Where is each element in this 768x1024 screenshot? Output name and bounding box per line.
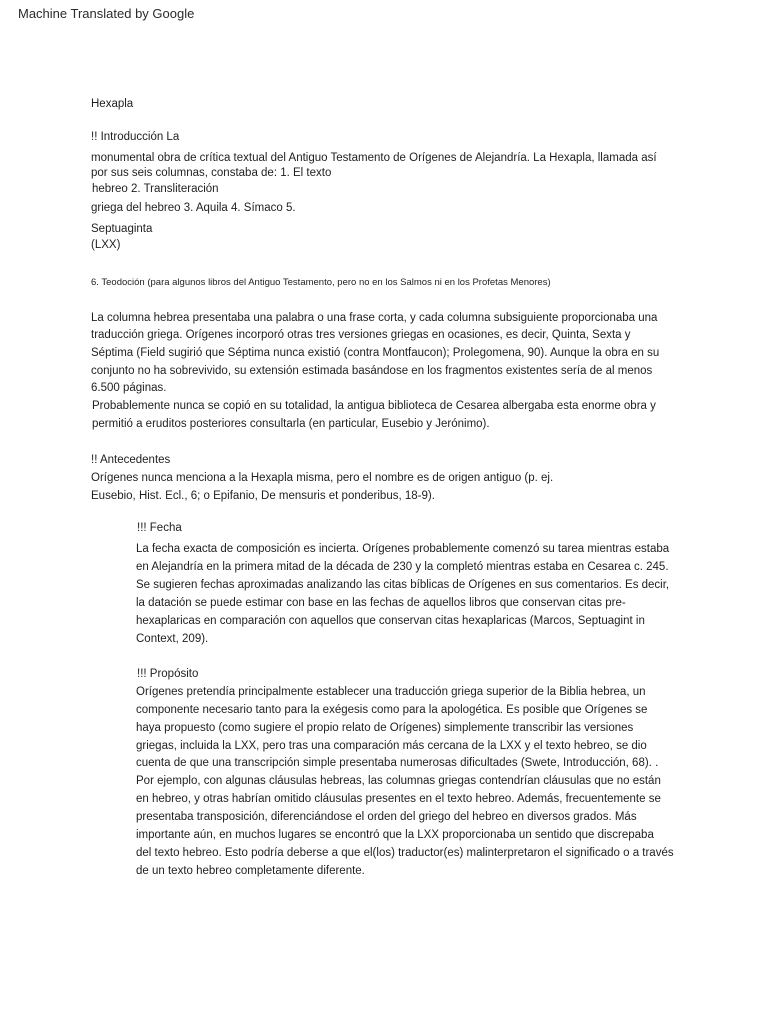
proposito-line: del texto hebreo. Esto podría deberse a que el(los) traductor(es) malinterpretaron el significado o a través	[136, 847, 674, 859]
fecha-line: hexaplaricas en comparación con aquellos que conservan citas hexaplaricas (Marcos, Septuagint in	[136, 615, 645, 627]
proposito-line: en hebreo, y otras habrían omitido cláusulas presentes en el texto hebreo. Además, frecuentemente se	[136, 793, 661, 805]
intro-line: por sus seis columnas, constaba de: 1. El texto	[91, 167, 332, 179]
machine-translation-label: Machine Translated by Google	[18, 6, 195, 21]
proposito-line: de un texto hebreo completamente diferente.	[136, 865, 365, 877]
list-item-six: 6. Teodoción (para algunos libros del Antiguo Testamento, pero no en los Salmos ni en los Profetas Menores)	[91, 277, 551, 288]
fecha-line: Context, 209).	[136, 633, 209, 645]
antecedentes-line: Orígenes nunca menciona a la Hexapla misma, pero el nombre es de origen antiguo (p. ej.	[91, 472, 554, 484]
fecha-line: La fecha exacta de composición es incierta. Orígenes probablemente comenzó su tarea mientras estaba	[136, 543, 670, 555]
proposito-line: presentaba transposición, diferenciándose el orden del griego del hebreo en diversos grados. Más	[136, 811, 637, 823]
intro-line: hebreo 2. Transliteración	[92, 183, 219, 195]
intro-line: monumental obra de crítica textual del Antiguo Testamento de Orígenes de Alejandría. La Hexapla, llamada así	[91, 152, 657, 164]
proposito-line: griegas, incluida la LXX, pero tras una comparación más cercana de la LXX y el texto hebreo, se dio	[136, 740, 647, 752]
document-title: Hexapla	[91, 98, 134, 110]
proposito-line: haya propuesto (como sugiere el propio relato de Orígenes) simplemente transcribir las versiones	[136, 722, 634, 734]
paragraph-line: La columna hebrea presentaba una palabra o una frase corta, y cada columna subsiguiente proporcionaba una	[91, 312, 658, 324]
paragraph-line: Séptima (Field sugirió que Séptima nunca existió (contra Montfaucon); Prolegomena, 90). Aunque la obra en su	[91, 347, 660, 359]
paragraph-line: traducción griega. Orígenes incorporó otras tres versiones griegas en ocasiones, es decir, Quinta, Sexta y	[91, 329, 631, 341]
paragraph-line: 6.500 páginas.	[91, 382, 167, 394]
proposito-line: importante aún, en muchos lugares se encontró que la LXX proporcionaba un sentido que discrepaba	[136, 829, 654, 841]
antecedentes-heading: !! Antecedentes	[91, 454, 171, 466]
proposito-line: Orígenes pretendía principalmente establecer una traducción griega superior de la Biblia hebrea, un	[136, 686, 646, 698]
intro-line: griega del hebreo 3. Aquila 4. Símaco 5.	[91, 202, 296, 214]
proposito-line: componente necesario tanto para la exégesis como para la apologética. Es posible que Orígenes se	[136, 704, 648, 716]
paragraph-line: permitió a eruditos posteriores consultarla (en particular, Eusebio y Jerónimo).	[92, 418, 490, 430]
proposito-heading: !!! Propósito	[137, 668, 199, 680]
intro-line: (LXX)	[91, 239, 121, 251]
paragraph-line: Probablemente nunca se copió en su totalidad, la antigua biblioteca de Cesarea albergaba esta enorme obra y	[92, 400, 656, 412]
fecha-heading: !!! Fecha	[137, 522, 182, 534]
antecedentes-line: Eusebio, Hist. Ecl., 6; o Epifanio, De mensuris et ponderibus, 18-9).	[91, 490, 435, 502]
fecha-line: la datación se puede estimar con base en las fechas de aquellos libros que conservan citas pre-	[136, 597, 626, 609]
fecha-line: Se sugieren fechas aproximadas analizando las citas bíblicas de Orígenes en sus comentarios. Es decir,	[136, 579, 670, 591]
proposito-line: Por ejemplo, con algunas cláusulas hebreas, las columnas griegas contendrían cláusulas que no están	[136, 775, 661, 787]
paragraph-line: conjunto no ha sobrevivido, su extensión estimada basándose en los fragmentos existentes sería de al menos	[91, 365, 653, 377]
fecha-line: en Alejandría en la primera mitad de la década de 230 y la completó mientras estaba en Cesarea c. 245.	[136, 561, 669, 573]
intro-heading: !! Introducción La	[91, 131, 180, 143]
intro-line: Septuaginta	[91, 223, 153, 235]
proposito-line: cuenta de que una transcripción simple presentaba numerosas dificultades (Swete, Introducción, 68). .	[136, 757, 659, 769]
